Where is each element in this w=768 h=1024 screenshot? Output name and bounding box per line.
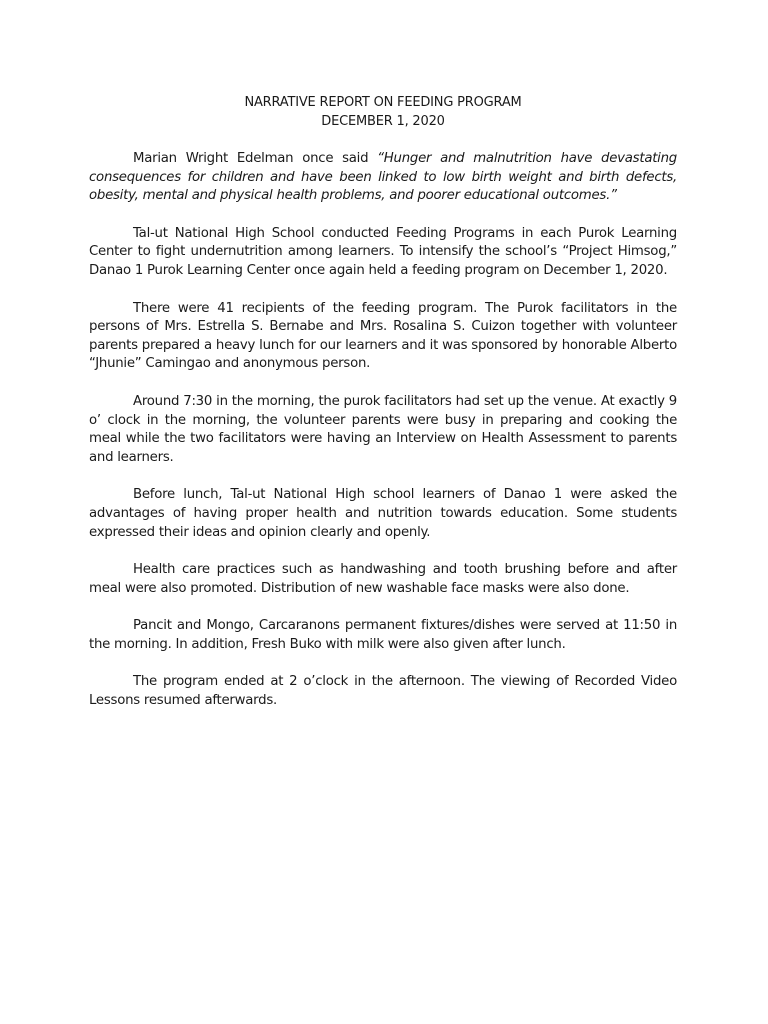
paragraph-3: There were 41 recipients of the feeding program. The Purok facilitators in the persons of Mrs. Estrella S. Bernabe and Mrs. Rosalina S. Cuizon together with volunteer parents prepared a heavy lunch for our learners and it was sponsored by honorable Alberto “Jhunie” Camingao and anonymous person.: [89, 300, 677, 372]
report-date: DECEMBER 1, 2020: [321, 114, 445, 129]
report-title: NARRATIVE REPORT ON FEEDING PROGRAM: [244, 95, 522, 110]
paragraph-2: Tal-ut National High School conducted Feeding Programs in each Purok Learning Center to fight undernutrition among learners. To intensify the school’s “Project Himsog,” Danao 1 Purok Learning Center once again held a feeding program on December 1, 2020.: [89, 225, 677, 278]
paragraph-8: The program ended at 2 o’clock in the afternoon. The viewing of Recorded Video Lessons resumed afterwards.: [89, 674, 677, 709]
paragraph-7: Pancit and Mongo, Carcaranons permanent fixtures/dishes were served at 11:50 in the morning. In addition, Fresh Buko with milk were also given after lunch.: [89, 618, 677, 652]
paragraph-5: Before lunch, Tal-ut National High school learners of Danao 1 were asked the advantages of having proper health and nutrition towards education. Some students expressed their ideas and opinion clearly and openly.: [89, 487, 677, 540]
edelman-quote: “Hunger and malnutrition have devastating consequences for children and have been linked to low birth weight and birth defects, obesity, mental and physical health problems, and poorer educational outcomes.”: [89, 151, 677, 204]
paragraph-intro: [89, 150, 677, 206]
paragraph-6: Health care practices such as handwashing and tooth brushing before and after meal were also promoted. Distribution of new washable face masks were also done.: [89, 562, 677, 596]
document-page: [89, 93, 677, 711]
paragraph-4: Around 7:30 in the morning, the purok facilitators had set up the venue. At exactly 9 o’ clock in the morning, the volunteer parents were busy in preparing and cooking the meal while the two facilitators were having an Interview on Health Assessment to parents and learners.: [89, 393, 677, 465]
intro-lead-text: Marian Wright Edelman once said: [133, 151, 378, 166]
